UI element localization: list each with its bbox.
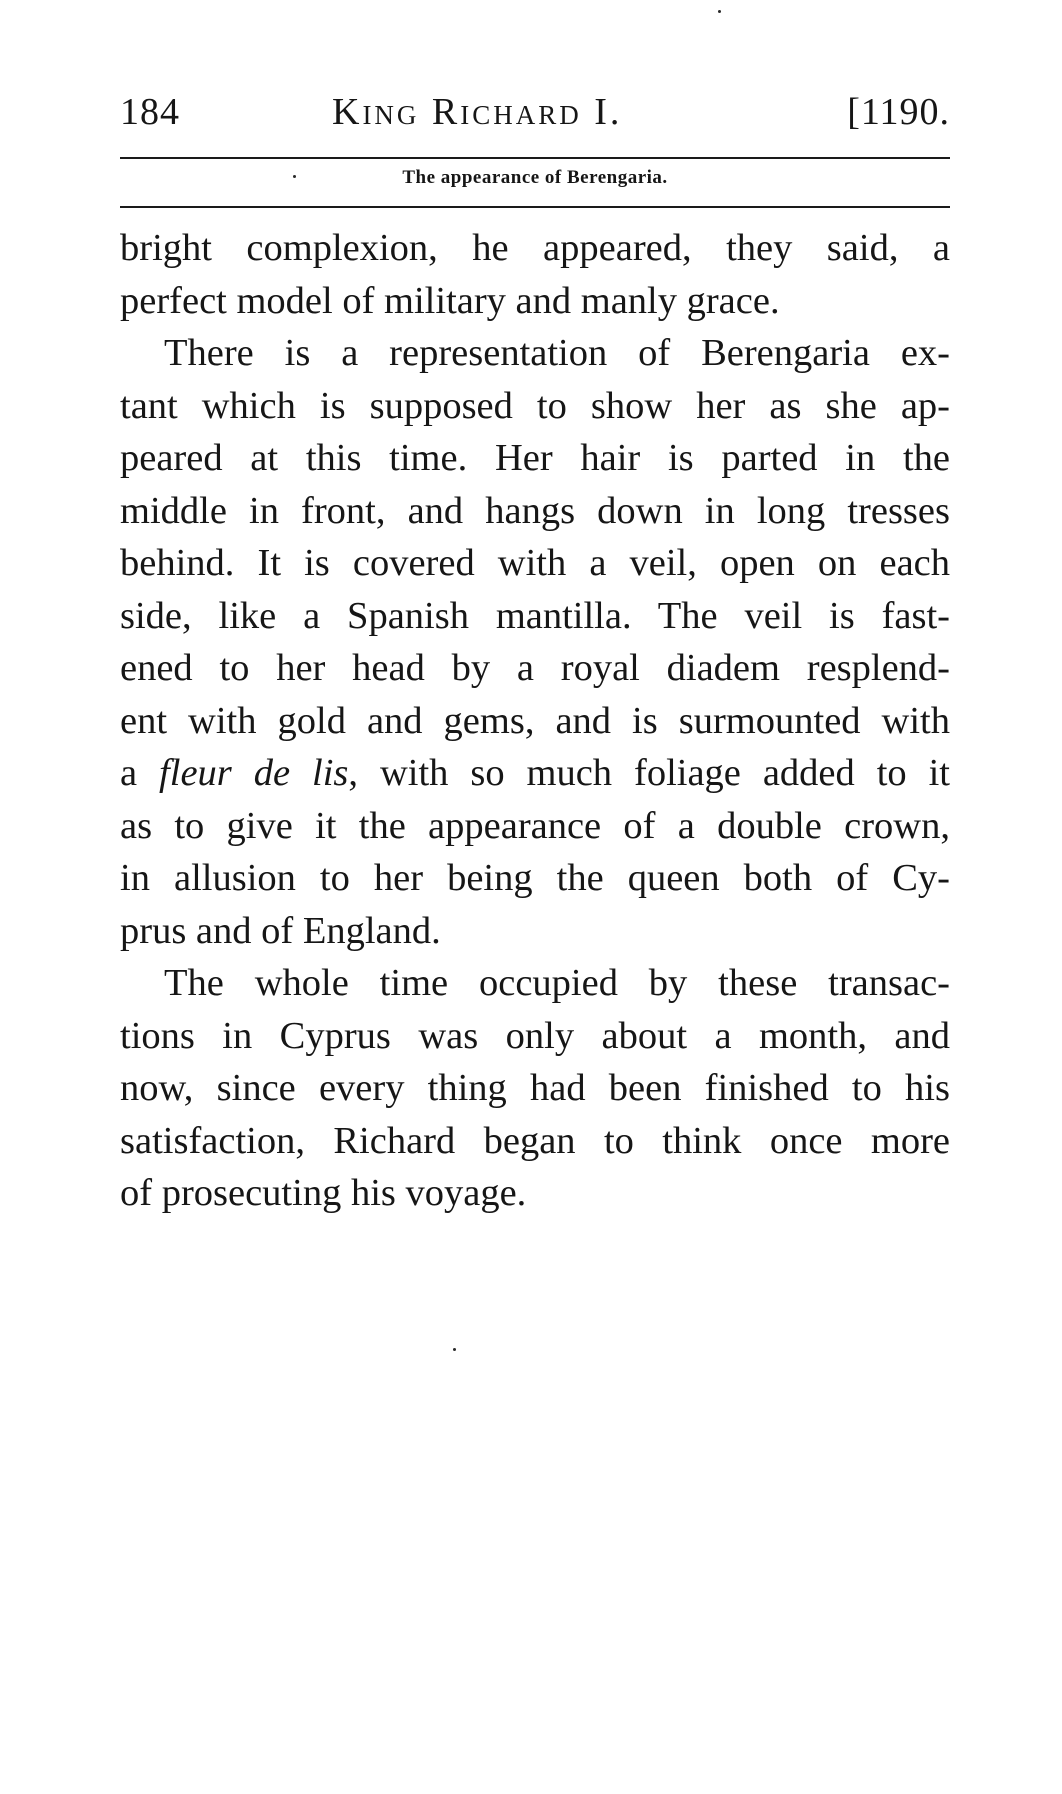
print-speck	[293, 175, 296, 178]
text-fragment: , with so much foliage added to it	[348, 752, 950, 794]
running-year: [1190.	[847, 91, 950, 133]
paragraph-departure	[120, 957, 950, 1220]
text-line: There is a representation of Berengaria ex-	[164, 332, 950, 374]
text-fragment: a	[120, 752, 160, 794]
print-speck	[453, 1348, 456, 1351]
text-line-fleur	[120, 747, 950, 800]
text-line: satisfaction, Richard began to think once more	[120, 1119, 950, 1162]
text-line: middle in front, and hangs down in long tresses	[120, 489, 950, 532]
text-line: peared at this time. Her hair is parted in the	[120, 437, 950, 479]
text-line: ened to her head by a royal diadem resplend-	[120, 647, 950, 689]
section-heading: The appearance of Berengaria.	[402, 167, 668, 188]
text-line: prus and of England.	[120, 909, 441, 952]
print-speck	[718, 10, 721, 13]
text-line: tions in Cyprus was only about a month, and	[120, 1014, 950, 1057]
text-line: now, since every thing had been finished to his	[120, 1067, 950, 1109]
text-line: tant which is supposed to show her as she ap-	[120, 384, 950, 427]
text-line: perfect model of military and manly grace.	[120, 279, 780, 322]
text-line: The whole time occupied by these transac-	[164, 962, 950, 1004]
running-title: King Richard I.	[332, 91, 623, 133]
paragraph-continuation	[120, 222, 950, 327]
text-line: ent with gold and gems, and is surmounted with	[120, 699, 950, 742]
page-number: 184	[120, 91, 180, 133]
header-rule-top	[120, 157, 950, 159]
text-line: in allusion to her being the queen both of Cy-	[120, 857, 950, 899]
text-line: as to give it the appearance of a double crown,	[120, 804, 950, 847]
header-rule-bottom	[120, 206, 950, 208]
text-line: side, like a Spanish mantilla. The veil is fast-	[120, 594, 950, 637]
text-line: bright complexion, he appeared, they said, a	[120, 227, 950, 269]
running-header	[120, 90, 950, 150]
paragraph-berengaria	[120, 327, 950, 957]
text-line: behind. It is covered with a veil, open on each	[120, 542, 950, 584]
italic-phrase: fleur de lis	[159, 752, 349, 794]
text-line: of prosecuting his voyage.	[120, 1172, 527, 1214]
body-text	[120, 222, 950, 1220]
